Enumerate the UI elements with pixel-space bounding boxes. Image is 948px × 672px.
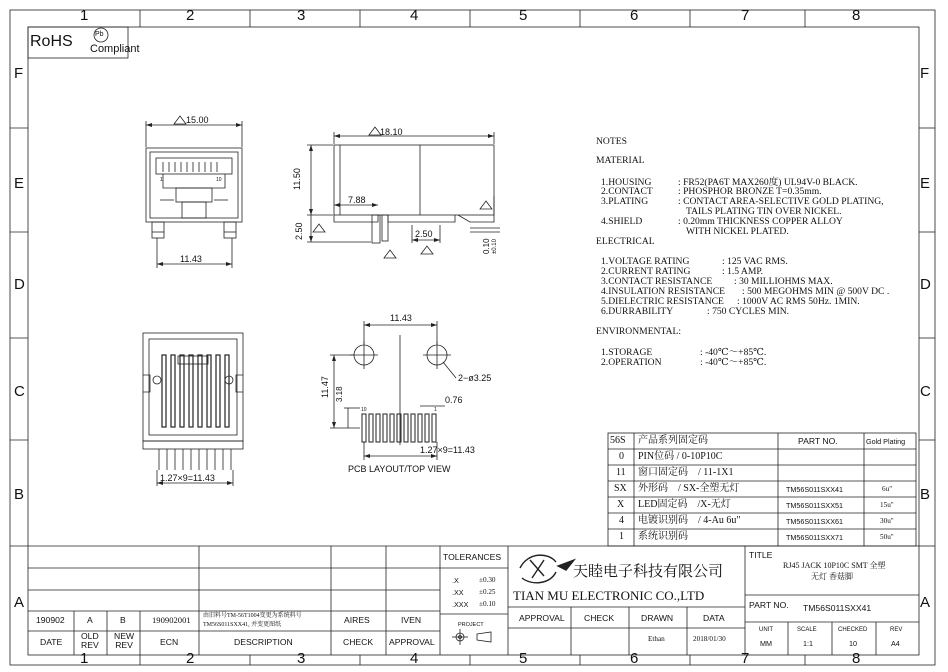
electrical-2-val: : 1.5 AMP.	[722, 266, 764, 277]
rohs-label: RoHS	[30, 33, 73, 50]
rev-date: 190902	[36, 615, 65, 625]
dim-coplanarity-tol: ±0.10	[492, 239, 498, 254]
dim-front-bottom: 11.43	[180, 254, 202, 264]
code-row-2-code: 11	[616, 467, 626, 478]
code-header-code: 56S	[610, 435, 626, 446]
zone-col-2: 2	[186, 7, 195, 24]
unit-label: UNIT	[759, 627, 773, 633]
code-row-4-desc: LED固定码 /X-无灯	[638, 499, 731, 510]
material-4-key: 4.SHIELD	[601, 216, 643, 227]
front-view	[146, 121, 242, 268]
material-1-key: 1.HOUSING	[601, 177, 652, 188]
code-row-3-plating: 6u"	[882, 485, 893, 493]
checked-value: 10	[849, 639, 857, 648]
dim-pcb-hole: 2−ø3.25	[458, 373, 492, 383]
rev-value: A4	[891, 639, 900, 648]
dim-side-height: 11.50	[292, 168, 302, 190]
title-label: TITLE	[749, 550, 773, 560]
unit-value: MM	[760, 639, 772, 648]
code-row-3-desc: 外形码 / SX-全塑无灯	[638, 483, 740, 494]
zone-col-5-bottom: 5	[519, 650, 528, 667]
zone-col-3: 3	[297, 7, 306, 24]
electrical-6-val: : 750 CYCLES MIN.	[707, 306, 790, 317]
electrical-5-key: 5.DIELECTRIC RESISTANCE	[601, 296, 724, 307]
side-view	[307, 132, 500, 243]
dim-pcb-height: 11.47	[320, 376, 330, 398]
tol-3-key: .XXX	[452, 600, 469, 609]
dim-side-standoff: 2.50	[294, 222, 304, 240]
electrical-3-val: : 30 MILLIOHMS MAX.	[734, 276, 833, 287]
code-header-part: PART NO.	[798, 436, 838, 446]
zone-col-7: 7	[741, 7, 750, 24]
dim-pcb-pitch: 1.27×9=11.43	[420, 445, 475, 455]
pcb-pin-1: 1	[434, 407, 437, 413]
company-name-cn: 天睦电子科技有限公司	[573, 564, 724, 580]
rev-approval: IVEN	[401, 615, 422, 625]
code-row-3-part: TM56S011SXX41	[786, 485, 844, 494]
part-no-value: TM56S011SXX41	[803, 603, 872, 613]
code-row-6-plating: 50u"	[880, 533, 894, 541]
rev-header-approval: APPROVAL	[389, 637, 435, 647]
zone-row-f-right: F	[920, 65, 930, 82]
dim-coplanarity: 0.10	[482, 238, 491, 254]
dim-front-width: 15.00	[186, 115, 209, 125]
code-header-plating: Gold Plating	[866, 437, 906, 446]
zone-col-8-bottom: 8	[852, 650, 861, 667]
dim-pcb-offset: 3.18	[335, 386, 344, 402]
material-3-val: : CONTACT AREA-SELECTIVE GOLD PLATING,	[678, 196, 884, 207]
rev-check: AIRES	[344, 615, 370, 625]
electrical-6-key: 6.DURRABILITY	[601, 306, 674, 317]
company-name-en: TIAN MU ELECTRONIC CO.,LTD	[513, 588, 705, 603]
zone-row-d: D	[14, 276, 25, 293]
front-pin-1: 1	[160, 177, 163, 183]
zone-row-e-right: E	[920, 175, 931, 192]
code-row-3-code: SX	[614, 483, 627, 494]
zone-row-b: B	[14, 486, 25, 503]
zone-col-5: 5	[519, 7, 528, 24]
rev-label: REV	[890, 627, 903, 633]
code-header-desc: 产品系列固定码	[638, 435, 708, 446]
front-pin-10: 10	[216, 177, 222, 183]
checked-label: CHECKED	[838, 627, 868, 633]
tolerances-title: TOLERANCES	[443, 552, 502, 562]
tol-2-val: ±0.25	[479, 588, 496, 596]
electrical-4-key: 4.INSULATION RESISTANCE	[601, 286, 725, 297]
dim-side-tail: 2.50	[415, 229, 433, 239]
environmental-2-key: 2.OPERATION	[601, 357, 662, 368]
electrical-1-val: : 125 VAC RMS.	[722, 256, 788, 267]
zone-col-2-bottom: 2	[186, 650, 195, 667]
rev-header-date: DATE	[40, 637, 63, 647]
scale-label: SCALE	[797, 627, 817, 633]
material-3-val-2: TAILS PLATING TIN OVER NICKEL.	[686, 206, 842, 217]
material-3-key: 3.PLATING	[601, 196, 649, 207]
tol-1-key: .X	[452, 576, 459, 585]
signoff-date: 2018/01/30	[693, 635, 726, 643]
code-row-4-part: TM56S011SXX51	[786, 501, 844, 510]
material-4-val: : 0.20mm THICKNESS COPPER ALLOY	[678, 216, 843, 227]
environmental-1-key: 1.STORAGE	[601, 347, 653, 358]
electrical-3-key: 3.CONTACT RESISTANCE	[601, 276, 713, 287]
zone-row-c: C	[14, 383, 25, 400]
zone-col-1-bottom: 1	[80, 650, 89, 667]
tol-2-key: .XX	[452, 588, 464, 597]
code-row-6-desc: 系统识别码	[638, 531, 688, 542]
part-no-label: PART NO.	[749, 600, 789, 610]
projection-symbol	[452, 629, 491, 645]
zone-col-8: 8	[852, 7, 861, 24]
dim-bottom-pitch: 1.27×9=11.43	[160, 473, 215, 483]
code-row-5-code: 4	[619, 515, 624, 526]
code-row-6-part: TM56S011SXX71	[786, 533, 844, 542]
zone-row-f: F	[14, 65, 24, 82]
material-4-val-2: WITH NICKEL PLATED.	[686, 226, 789, 237]
code-row-6-code: 1	[619, 531, 624, 542]
electrical-4-val: : 500 MEGOHMS MIN @ 500V DC .	[742, 286, 890, 297]
zone-row-c-right: C	[920, 383, 931, 400]
tol-1-val: ±0.30	[479, 576, 496, 584]
material-2-key: 2.CONTACT	[601, 186, 653, 197]
rev-header-check: CHECK	[343, 637, 374, 647]
scale-value: 1:1	[803, 639, 813, 648]
projection-label: PROJECT	[458, 622, 484, 628]
tol-3-val: ±0.10	[479, 600, 496, 608]
pb-symbol: Pb	[95, 31, 104, 38]
zone-row-d-right: D	[920, 276, 931, 293]
rev-header-new: NEW REV	[114, 631, 135, 651]
zone-col-7-bottom: 7	[741, 650, 750, 667]
zone-row-a: A	[14, 594, 25, 611]
material-heading: MATERIAL	[596, 155, 645, 166]
signoff-drawn-label: DRAWN	[641, 613, 674, 623]
rev-desc-2: TM56S011SXX41, 并变更图纸	[203, 622, 282, 628]
electrical-5-val: : 1000V AC RMS 50Hz. 1MIN.	[737, 296, 860, 307]
company-logo	[520, 555, 574, 583]
code-row-4-code: X	[617, 499, 625, 510]
material-2-val: : PHOSPHOR BRONZE T=0.35mm.	[678, 186, 822, 197]
pcb-caption: PCB LAYOUT/TOP VIEW	[348, 464, 451, 474]
rev-old: A	[87, 615, 93, 625]
dim-pcb-width: 11.43	[390, 313, 412, 323]
zone-row-b-right: B	[920, 486, 931, 503]
rohs-compliant: Compliant	[90, 43, 140, 55]
code-row-4-plating: 15u"	[880, 501, 894, 509]
title-line-1: RJ45 JACK 10P10C SMT 全塑	[783, 561, 886, 570]
pcb-pin-10: 10	[361, 407, 367, 413]
rev-header-desc: DESCRIPTION	[234, 637, 293, 647]
rev-new: B	[120, 615, 126, 625]
environmental-heading: ENVIRONMENTAL:	[596, 326, 682, 337]
zone-col-3-bottom: 3	[297, 650, 306, 667]
code-row-5-desc: 电镀识别码 / 4-Au 6u"	[638, 515, 741, 526]
code-row-5-part: TM56S011SXX61	[786, 517, 844, 526]
dim-side-length: 18.10	[380, 127, 403, 137]
zone-col-4-bottom: 4	[410, 650, 419, 667]
rev-desc-1: 由旧料号TM-56T1004变更为系统料号	[203, 613, 302, 619]
inspection-marks	[174, 116, 492, 258]
dim-side-lead: 7.88	[348, 195, 366, 205]
material-1-val: : FR52(PA6T MAX260度) UL94V-0 BLACK.	[678, 177, 858, 188]
bottom-view	[143, 333, 243, 486]
electrical-1-key: 1.VOLTAGE RATING	[601, 256, 690, 267]
environmental-1-val: : -40℃～+85℃.	[700, 347, 767, 358]
signoff-drawn: Ethan	[648, 635, 665, 643]
rev-ecn: 190902001	[152, 615, 191, 625]
notes-title: NOTES	[596, 136, 627, 147]
dim-pcb-pad: 0.76	[445, 395, 463, 405]
code-row-1-desc: PIN位码 / 0-10P10C	[638, 451, 723, 462]
code-row-2-desc: 窗口固定码 / 11-1X1	[638, 467, 734, 478]
code-row-5-plating: 30u"	[880, 517, 894, 525]
zone-row-a-right: A	[920, 594, 931, 611]
electrical-2-key: 2.CURRENT RATING	[601, 266, 691, 277]
zone-col-1: 1	[80, 7, 89, 24]
environmental-2-val: : -40℃～+85℃.	[700, 357, 767, 368]
zone-row-e: E	[14, 175, 25, 192]
signoff-check-label: CHECK	[584, 613, 615, 623]
signoff-data-label: DATA	[703, 613, 725, 623]
electrical-heading: ELECTRICAL	[596, 236, 655, 247]
title-line-2: 无灯 香菇脚	[811, 572, 853, 581]
pcb-layout	[330, 321, 456, 460]
signoff-approval-label: APPROVAL	[519, 613, 565, 623]
zone-col-6-bottom: 6	[630, 650, 639, 667]
rev-header-ecn: ECN	[160, 637, 179, 647]
rev-header-old: OLD REV	[81, 631, 99, 651]
zone-col-4: 4	[410, 7, 419, 24]
code-row-1-code: 0	[619, 451, 624, 462]
zone-col-6: 6	[630, 7, 639, 24]
